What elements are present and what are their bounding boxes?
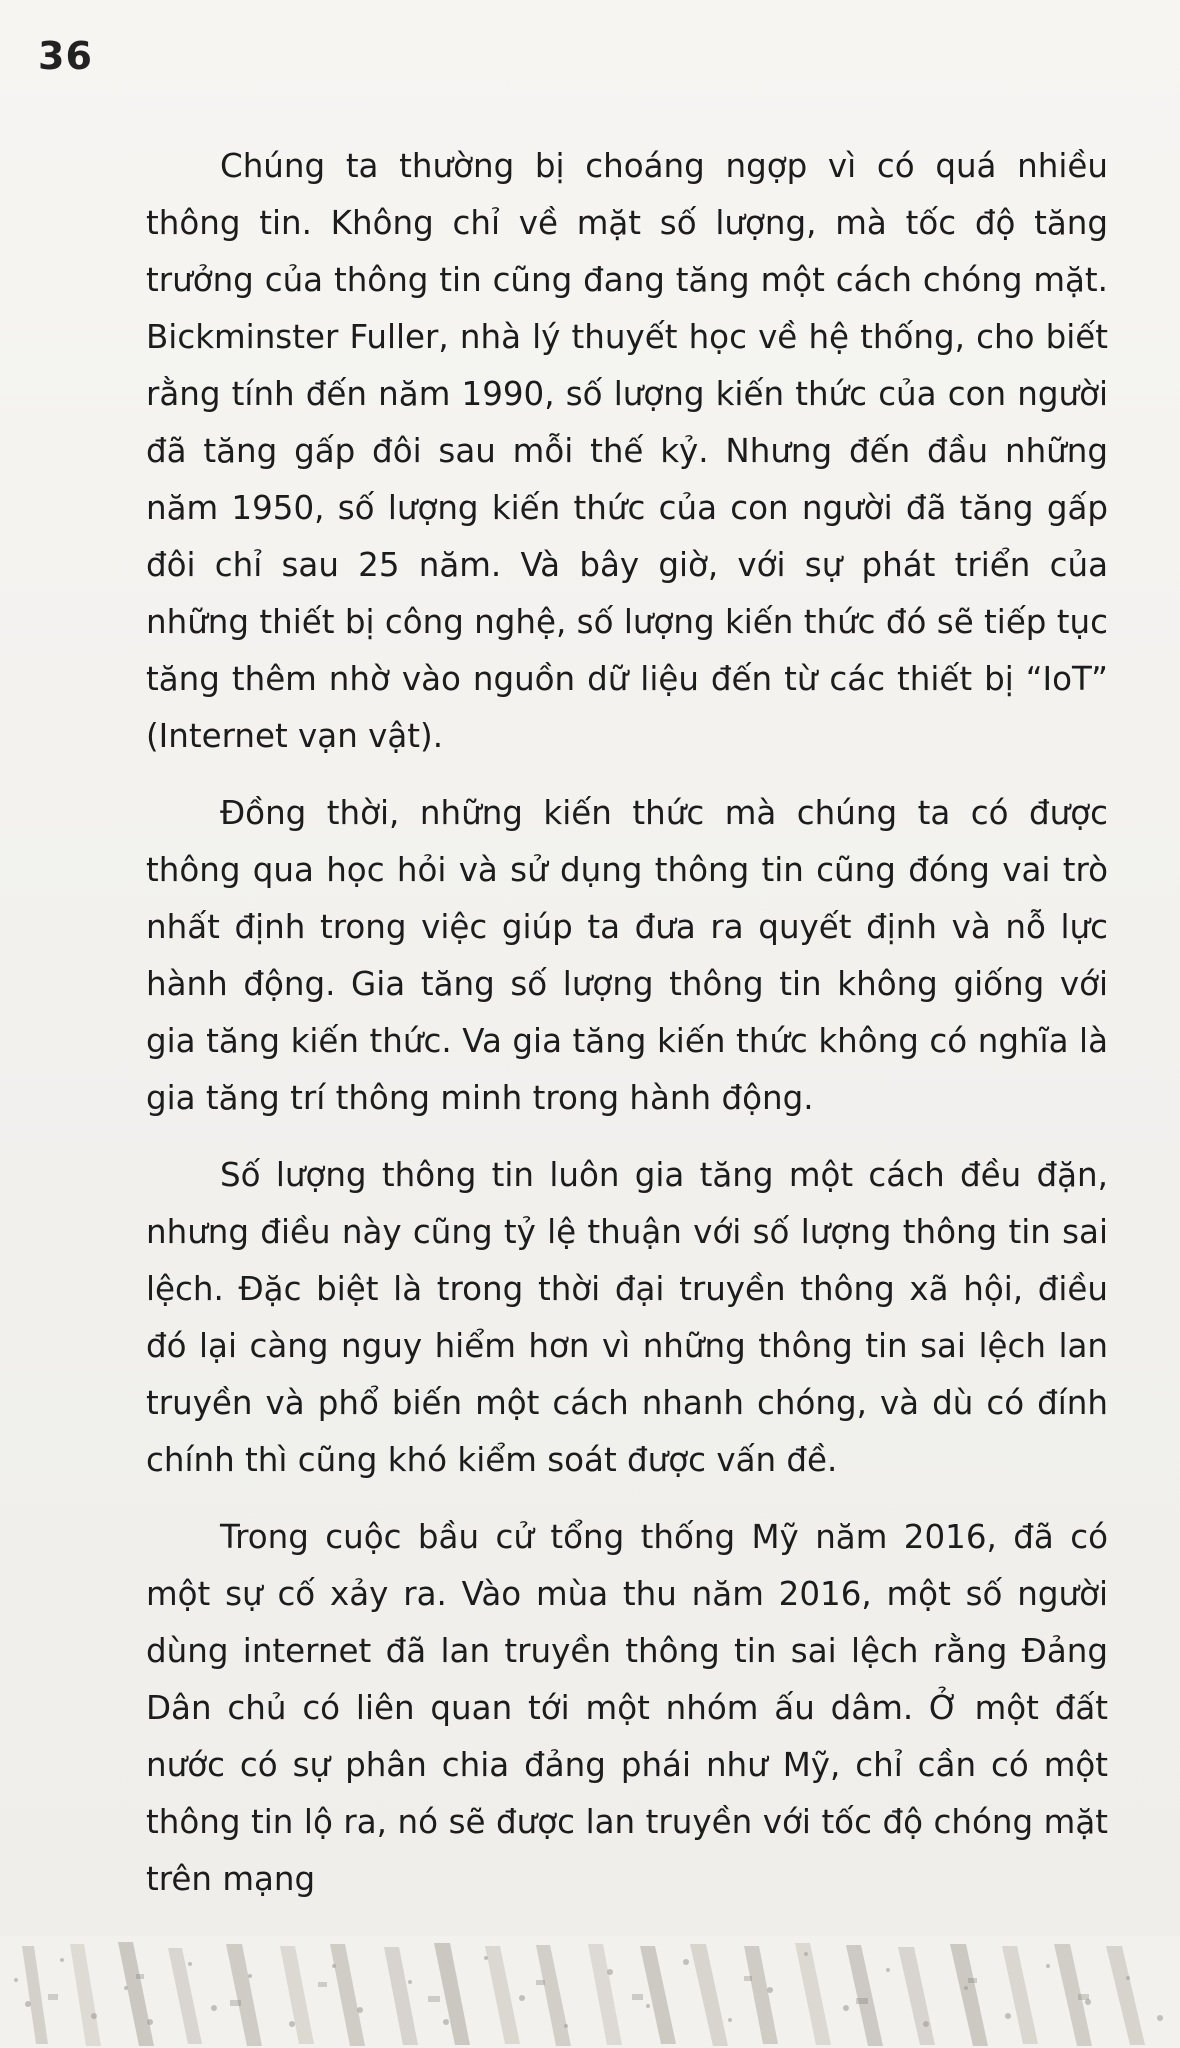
page-number: 36: [38, 34, 93, 78]
decorative-footer: [0, 1936, 1180, 2048]
body-text: [146, 138, 1108, 1908]
footer-pattern-icon: [0, 1936, 1180, 2048]
paragraph-2: Đồng thời, những kiến thức mà chúng ta có được thông qua học hỏi và sử dụng thông tin cũng đóng vai trò nhất định trong việc giúp ta đưa ra quyết định và nỗ lực hành động. Gia tăng số lượng thông tin không giống với gia tăng kiến thức. Va gia tăng kiến thức không có nghĩa là gia tăng trí thông minh trong hành động.: [146, 794, 1108, 1117]
paragraph-4: Trong cuộc bầu cử tổng thống Mỹ năm 2016, đã có một sự cố xảy ra. Vào mùa thu năm 2016, một số người dùng internet đã lan truyền thông tin sai lệch rằng Đảng Dân chủ có liên quan tới một nhóm ấu dâm. Ở một đất nước có sự phân chia đảng phái như Mỹ, chỉ cần có một thông tin lộ ra, nó sẽ được lan truyền với tốc độ chóng mặt trên mạng: [146, 1518, 1108, 1898]
paragraph-3: Số lượng thông tin luôn gia tăng một cách đều đặn, nhưng điều này cũng tỷ lệ thuận với số lượng thông tin sai lệch. Đặc biệt là trong thời đại truyền thông xã hội, điều đó lại càng nguy hiểm hơn vì những thông tin sai lệch lan truyền và phổ biến một cách nhanh chóng, và dù có đính chính thì cũng khó kiểm soát được vấn đề.: [146, 1156, 1108, 1479]
paragraph-1: Chúng ta thường bị choáng ngợp vì có quá nhiều thông tin. Không chỉ về mặt số lượng, mà tốc độ tăng trưởng của thông tin cũng đang tăng một cách chóng mặt. Bickminster Fuller, nhà lý thuyết học về hệ thống, cho biết rằng tính đến năm 1990, số lượng kiến thức của con người đã tăng gấp đôi sau mỗi thế kỷ. Nhưng đến đầu những năm 1950, số lượng kiến thức của con người đã tăng gấp đôi chỉ sau 25 năm. Và bây giờ, với sự phát triển của những thiết bị công nghệ, số lượng kiến thức đó sẽ tiếp tục tăng thêm nhờ vào nguồn dữ liệu đến từ các thiết bị “IoT” (Internet vạn vật).: [146, 147, 1108, 755]
